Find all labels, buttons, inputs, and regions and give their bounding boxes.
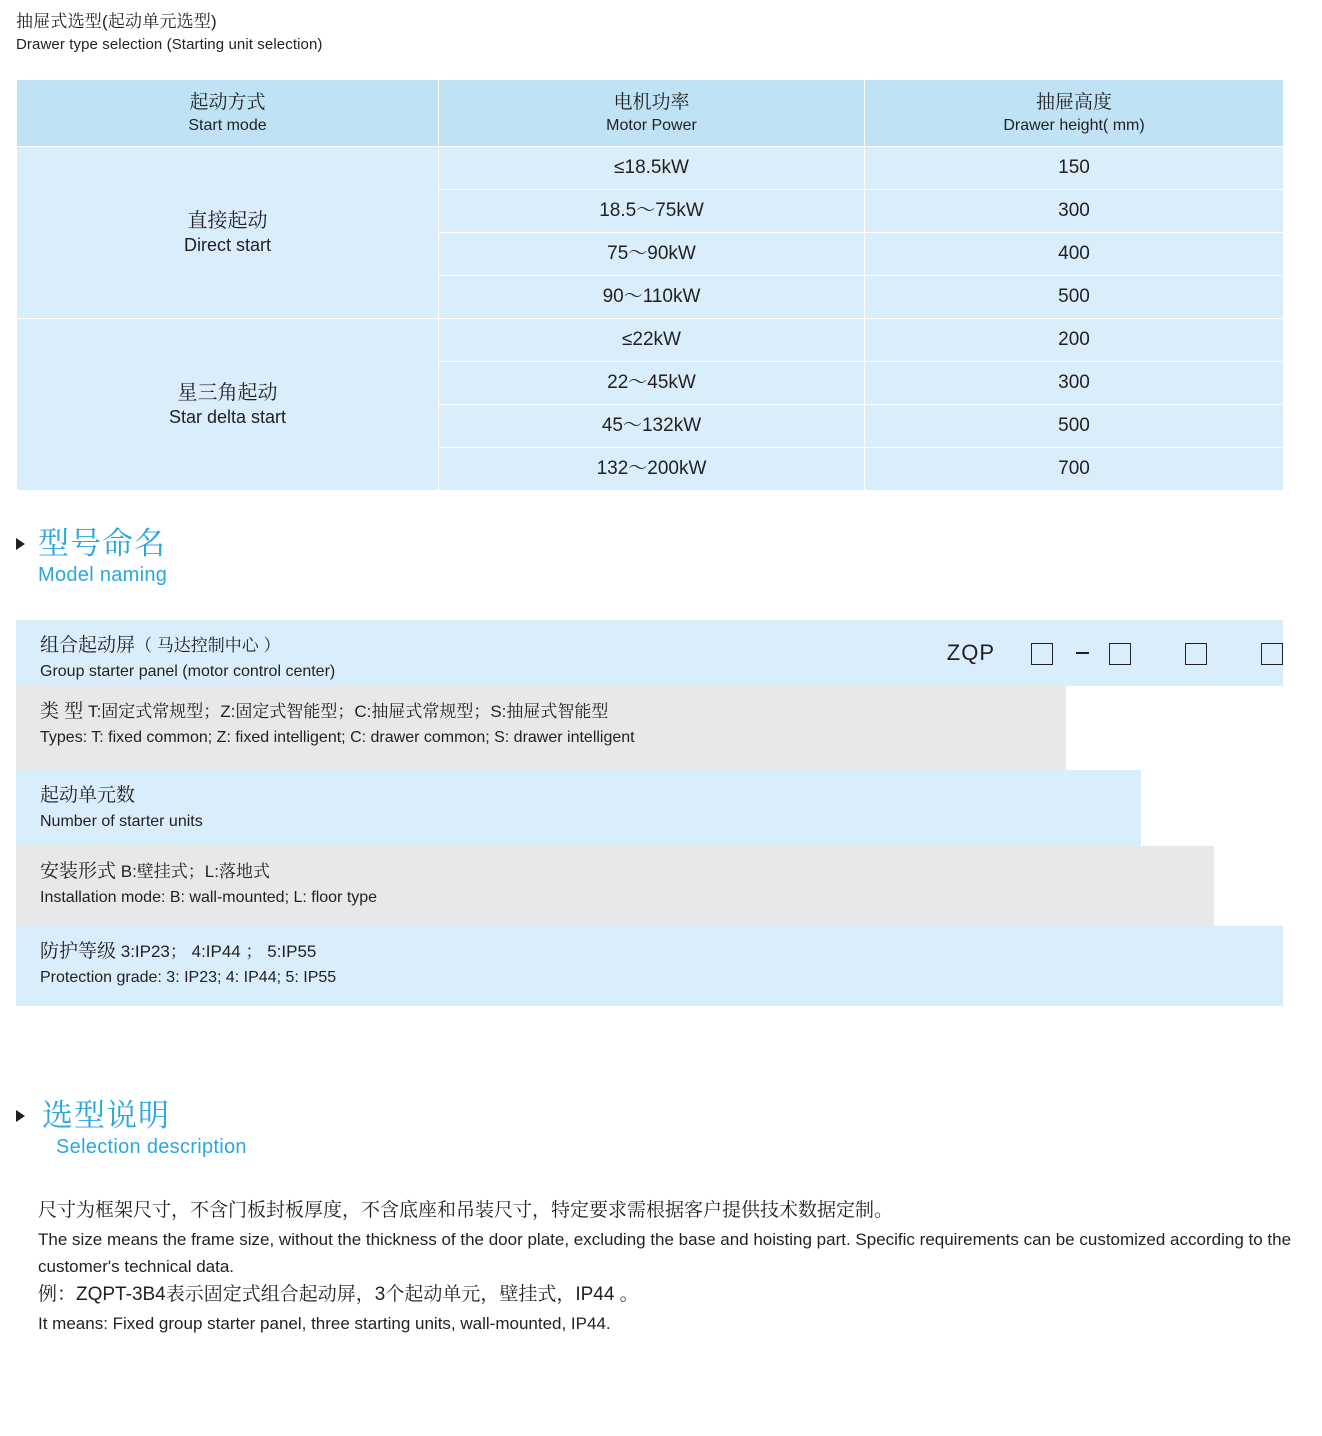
- naming-cn-main: 起动单元数: [40, 785, 136, 806]
- cell-height: 400: [865, 233, 1284, 276]
- naming-row-product: [16, 620, 1283, 686]
- cell-height: 500: [865, 276, 1284, 319]
- description-line-2-en: The size means the frame size, without the thickness of the door plate, excluding the base and hoisting part. Specific requirements can be customized according to the customer's technical data.: [38, 1230, 1292, 1276]
- cell-height: 500: [865, 405, 1284, 448]
- model-code-box-type[interactable]: [1031, 643, 1053, 665]
- cell-power: 18.5～75kW: [439, 190, 865, 233]
- section-title-cn: 型号命名: [38, 526, 166, 561]
- header-cn: 起动方式: [189, 92, 266, 113]
- table-caption-cn: 抽屉式选型(起动单元选型): [16, 12, 217, 31]
- naming-row-en: Group starter panel (motor control center): [40, 663, 336, 680]
- table-caption: [16, 10, 916, 56]
- triangle-right-icon: [16, 538, 25, 550]
- table-row: [17, 319, 1284, 362]
- cell-start-mode-star-delta: [17, 319, 439, 491]
- description-line-1-cn: 尺寸为框架尺寸，不含门板封板厚度，不含底座和吊装尺寸，特定要求需根据客户提供技术数据定制。: [38, 1200, 894, 1221]
- naming-row-cn: [40, 938, 1283, 966]
- table-header-start-mode: [17, 80, 439, 147]
- cell-height: 200: [865, 319, 1284, 362]
- header-cn: 抽屉高度: [1035, 92, 1112, 113]
- naming-row-cn: [40, 782, 1141, 810]
- model-code-box-protection[interactable]: [1261, 643, 1283, 665]
- mode-en: Direct start: [183, 234, 271, 255]
- naming-row-en: Types: T: fixed common; Z: fixed intelligent; C: drawer common; S: drawer intelligent: [40, 729, 635, 746]
- table-header-motor-power: [439, 80, 865, 147]
- table-header-drawer-height: [865, 80, 1284, 147]
- section-heading-selection-description: [16, 1098, 436, 1160]
- naming-cn-paren: 3:IP23； 4:IP44 ； 5:IP55: [116, 942, 317, 961]
- header-cn: 电机功率: [613, 92, 690, 113]
- selection-description-text: [38, 1196, 1308, 1337]
- table-caption-en: Drawer type selection (Starting unit selection): [16, 36, 323, 53]
- cell-height: 150: [865, 147, 1284, 190]
- model-naming-diagram: [16, 620, 1283, 1006]
- naming-cn-paren: （ 马达控制中心 ）: [135, 636, 281, 655]
- cell-power: ≤18.5kW: [439, 147, 865, 190]
- cell-power: ≤22kW: [439, 319, 865, 362]
- mode-cn: 直接起动: [187, 209, 268, 232]
- cell-power: 75～90kW: [439, 233, 865, 276]
- naming-cn-main: 防护等级: [40, 941, 117, 962]
- drawer-selection-table-wrapper: [16, 79, 1283, 491]
- model-code-box-installation[interactable]: [1185, 643, 1207, 665]
- naming-row-en: Number of starter units: [40, 813, 203, 830]
- header-en: Start mode: [188, 117, 267, 134]
- mode-cn: 星三角起动: [177, 381, 278, 404]
- section-title-cn: 选型说明: [42, 1098, 170, 1133]
- naming-row-protection: [16, 926, 1283, 1006]
- header-en: Drawer height( mm): [1003, 117, 1145, 134]
- cell-height: 700: [865, 448, 1284, 491]
- naming-cn-main: 安装形式: [40, 861, 117, 882]
- naming-row-cn: [40, 632, 1283, 660]
- table-row: [17, 147, 1284, 190]
- cell-height: 300: [865, 190, 1284, 233]
- description-line-3-cn: 例：ZQPT-3B4表示固定式组合起动屏，3个起动单元，壁挂式，IP44 。: [38, 1284, 639, 1305]
- naming-row-types: [16, 686, 1066, 770]
- table-header-row: [17, 80, 1284, 147]
- cell-start-mode-direct: [17, 147, 439, 319]
- naming-row-en: Installation mode: B: wall-mounted; L: floor type: [40, 889, 378, 906]
- triangle-right-icon: [16, 1110, 25, 1122]
- naming-row-unit-count: [16, 770, 1141, 846]
- header-en: Motor Power: [606, 117, 697, 134]
- cell-power: 22～45kW: [439, 362, 865, 405]
- naming-row-cn: [40, 858, 1214, 886]
- naming-row-installation: [16, 846, 1214, 926]
- cell-power: 90～110kW: [439, 276, 865, 319]
- drawer-selection-table: [16, 79, 1284, 491]
- mode-en: Star delta start: [168, 406, 287, 427]
- naming-cn-paren: B:壁挂式；L:落地式: [116, 862, 270, 881]
- description-line-4-en: It means: Fixed group starter panel, three starting units, wall-mounted, IP44.: [38, 1314, 611, 1333]
- naming-cn-paren: T:固定式常规型；Z:固定式智能型；C:抽屉式常规型；S:抽屉式智能型: [83, 702, 609, 721]
- section-title-en: Model naming: [38, 564, 168, 586]
- naming-cn-main: 类 型: [40, 701, 84, 722]
- naming-row-en: Protection grade: 3: IP23; 4: IP44; 5: IP55: [40, 969, 337, 986]
- model-code-dash: [1076, 652, 1089, 654]
- cell-power: 45～132kW: [439, 405, 865, 448]
- model-code-box-units[interactable]: [1109, 643, 1131, 665]
- naming-cn-main: 组合起动屏: [40, 635, 136, 656]
- section-heading-model-naming: [16, 526, 436, 588]
- cell-height: 300: [865, 362, 1284, 405]
- model-code-prefix: ZQP: [946, 640, 995, 665]
- naming-row-cn: [40, 698, 1066, 726]
- section-title-en: Selection description: [56, 1136, 247, 1158]
- cell-power: 132～200kW: [439, 448, 865, 491]
